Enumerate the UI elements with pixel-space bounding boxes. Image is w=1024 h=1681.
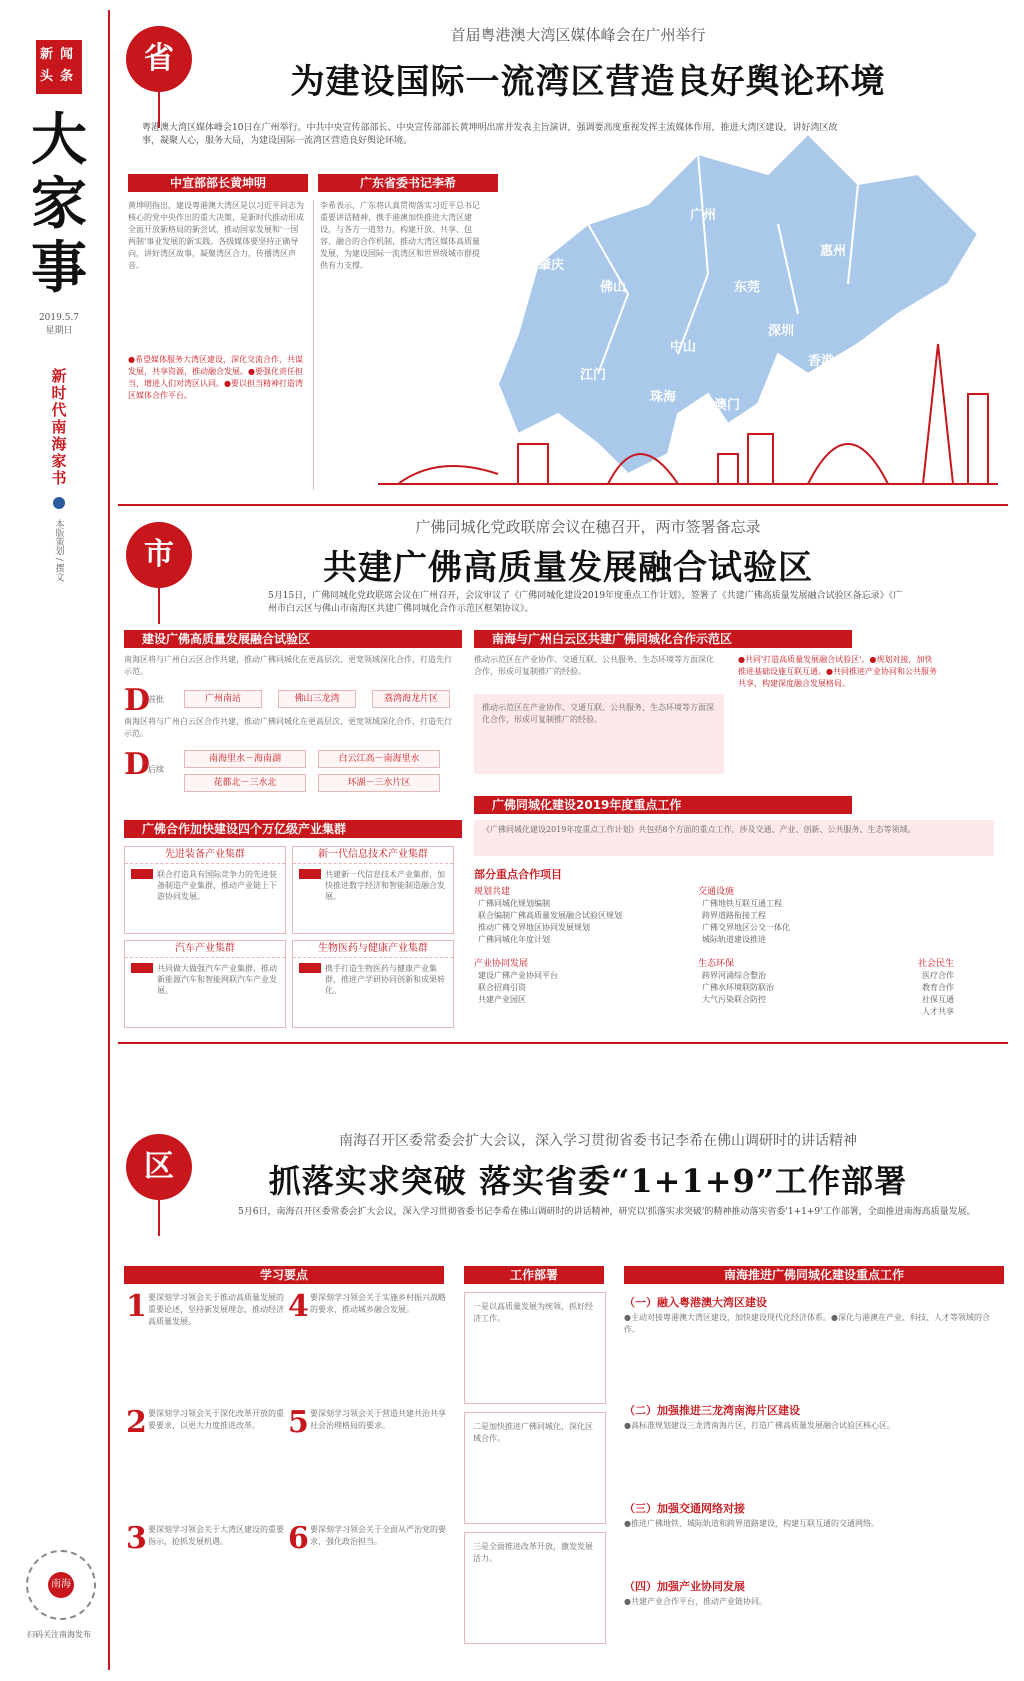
province-headline: 为建设国际一流湾区营造良好舆论环境 xyxy=(290,62,886,102)
province-col-left-text: 黄坤明指出，建设粤港澳大湾区是以习近平同志为核心的党中央作出的重大决策，是新时代推动形成全面开放新格局的新尝试，推动国家发展和'一国两制'事业发展的新实践。各级媒体要坚持正确导向，讲好湾区故事，凝聚湾区合力，传播湾区声音。 xyxy=(128,201,304,270)
province-lead: 粤港澳大湾区媒体峰会10日在广州举行。中共中央宣传部部长、中央宣传部部长黄坤明出席并发表主旨演讲，强调要高度重视发挥主流媒体作用，推进大湾区建设，讲好湾区故事，凝聚人心，服务大局，为建设国际一流湾区营造良好舆论环境。 xyxy=(142,123,838,146)
card-tag-icon xyxy=(131,963,153,973)
project-item: 大气污染联合防控 xyxy=(702,995,766,1004)
rail-title-char: 家 xyxy=(31,171,87,237)
key-item-title: （二）加强推进三龙湾南海片区建设 xyxy=(624,1404,800,1417)
district-lead: 5月6日，南海召开区委常委会扩大会议，深入学习贯彻省委书记李希在佛山调研时的讲话精神，研究以'抓落实求突破'的精神推动落实省委'1+1+9'工作部署，全面推进南海高质量发展。 xyxy=(238,1207,976,1217)
group5-title: 社会民生 xyxy=(918,959,955,969)
phase2-box: 花都北－三水北 xyxy=(184,774,306,792)
section-badge-district: 区 xyxy=(126,1134,192,1200)
project-item: 教育合作 xyxy=(922,983,954,992)
side-info: 本版策划 / 撰文 xyxy=(53,519,64,582)
industry-card-title: 生物医药与健康产业集群 xyxy=(293,941,453,958)
phase1-box: 广州南站 xyxy=(184,690,262,708)
industry-card-body: 联合打造具有国际竞争力的先进装备制造产业集群，推动产业链上下游协同发展。 xyxy=(157,870,277,901)
district-headline: 抓落实求突破 落实省委“1+1+9”工作部署 xyxy=(268,1162,908,1200)
city-label-jiangmen: 江门 xyxy=(580,368,607,383)
key-item-text: ●推进广佛地铁、城际轨道和跨界道路建设，构建互联互通的交通网络。 xyxy=(624,1519,879,1528)
study-point-text: 要深刻学习领会关于推动高质量发展的重要论述，坚持新发展理念，推动经济高质量发展。 xyxy=(148,1293,284,1326)
pilot-intro: 南海区将与广州白云区合作共建，推动广佛同城化在更高层次、更宽领域深化合作，打造先行示范。 xyxy=(124,655,452,676)
section-district xyxy=(118,1130,1008,1670)
logo-char-3: 头 xyxy=(40,69,54,84)
section-badge-city: 市 xyxy=(126,522,192,588)
province-bar-right: 广东省委书记李希 xyxy=(318,174,498,192)
city-label-zhaoqing: 肇庆 xyxy=(538,258,565,273)
masthead-logo xyxy=(36,40,82,94)
phase1-box: 佛山三龙湾 xyxy=(278,690,356,708)
section-city xyxy=(118,510,1008,1050)
project-item: 广佛水环境联防联治 xyxy=(702,983,774,992)
city-label-huizhou: 惠州 xyxy=(820,244,847,259)
rail-title xyxy=(18,108,100,300)
industry-card-body: 共建新一代信息技术产业集群，加快推进数字经济和智能制造融合发展。 xyxy=(325,870,445,901)
weekday-text: 星期日 xyxy=(45,326,73,336)
qr-caption: 扫码关注南海发布 xyxy=(27,1630,91,1639)
project-item: 广佛同城化规划编制 xyxy=(478,899,550,908)
province-col-right-text: 李希表示，广东将认真贯彻落实习近平总书记重要讲话精神，携手港澳加快推进大湾区建设，与各方一道努力，构建开放、共享、包容、融合的合作机制，推动大湾区媒体高质量发展，为建设国际一流湾区和世界级城市群提供有力支撑。 xyxy=(320,201,480,270)
group2-list xyxy=(702,898,902,946)
work-item-text: 二是加快推进广佛同城化，深化区域合作。 xyxy=(473,1422,593,1443)
issue-date xyxy=(18,312,100,338)
district-bar-study: 学习要点 xyxy=(124,1266,444,1284)
district-bar-work: 工作部署 xyxy=(464,1266,604,1284)
group3-list xyxy=(478,970,678,1006)
city-bar-plan: 广佛同城化建设2019年度重点工作 xyxy=(474,796,852,814)
key-item-text: ●高标准规划建设三龙湾南海片区，打造广佛高质量发展融合试验区核心区。 xyxy=(624,1421,895,1430)
study-point-text: 要深刻学习领会关于大湾区建设的重要指示，抢抓发展机遇。 xyxy=(148,1525,284,1546)
card-tag-icon xyxy=(299,869,321,879)
point-number: 3 xyxy=(126,1521,147,1556)
industry-card-title: 先进装备产业集群 xyxy=(125,847,285,864)
qr-code-icon[interactable] xyxy=(26,1550,96,1620)
key-item-text: ●共建产业合作平台，推动产业链协同。 xyxy=(624,1597,767,1606)
province-kicker: 首届粤港澳大湾区媒体峰会在广州举行 xyxy=(450,26,706,44)
project-item: 广佛地铁互联互通工程 xyxy=(702,899,782,908)
logo-char-2: 闻 xyxy=(60,47,74,62)
key-item-text: ●主动对接粤港澳大湾区建设，加快建设现代化经济体系。●深化与港澳在产业、科技、人才等领域的合作。 xyxy=(624,1313,990,1334)
industry-card-title: 汽车产业集群 xyxy=(125,941,285,958)
logo-char-1: 新 xyxy=(40,47,54,62)
city-lead: 5月15日，广佛同城化党政联席会议在广州召开，会议审议了《广佛同城化建设2019年度重点工作计划》，签署了《共建广佛高质量发展融合试验区备忘录》《广州市白云区与佛山市南海区共建广佛同城化合作示范区框架协议》。 xyxy=(268,591,903,614)
logo-char-4: 条 xyxy=(60,69,74,84)
plan-text: 《广佛同城化建设2019年度重点工作计划》共包括8个方面的重点工作，涉及交通、产业、创新、公共服务、生态等领域。 xyxy=(482,825,916,834)
work-item-card xyxy=(464,1532,606,1644)
province-col-left-red: ●希望媒体服务大湾区建设，深化交流合作，共谋发展，共享资源，推动融合发展。●要强化责任担当，增进人们对湾区认同。●要以担当精神打造湾区媒体合作平台。 xyxy=(128,355,303,400)
point-number: 2 xyxy=(126,1405,147,1440)
project-item: 城际轨道建设推进 xyxy=(702,935,766,944)
study-point-text: 要深刻学习领会关于营造共建共治共享社会治理格局的要求。 xyxy=(310,1409,446,1430)
work-item-card xyxy=(464,1292,606,1404)
point-number: 6 xyxy=(288,1521,309,1556)
section-badge-province: 省 xyxy=(126,26,192,92)
city-label-zhongshan: 中山 xyxy=(670,340,697,355)
rail-divider xyxy=(108,10,110,1670)
industry-card-body: 携手打造生物医药与健康产业集群，推进产学研协同创新和成果转化。 xyxy=(325,964,445,995)
work-item-card xyxy=(464,1412,606,1524)
skyline-illustration-icon xyxy=(378,334,998,494)
work-item-text: 三是全面推进改革开放，激发发展活力。 xyxy=(473,1542,593,1563)
city-label-shenzhen: 深圳 xyxy=(768,324,795,339)
rail-title-char: 大 xyxy=(31,107,87,173)
rail-title-char: 事 xyxy=(31,235,87,301)
study-point-text: 要深刻学习领会关于深化改革开放的重要要求，以更大力度推进改革。 xyxy=(148,1409,284,1430)
project-item: 跨界河涌综合整治 xyxy=(702,971,766,980)
city-bar-pilot: 建设广佛高质量发展融合试验区 xyxy=(124,630,462,648)
card-tag-icon xyxy=(299,963,321,973)
phase1-box: 荔湾海龙片区 xyxy=(372,690,450,708)
group5-list xyxy=(922,970,1002,1018)
group4-list xyxy=(702,970,892,1006)
city-bar-industry: 广佛合作加快建设四个万亿级产业集群 xyxy=(124,820,462,838)
key-item-title: （一）融入粤港澳大湾区建设 xyxy=(624,1296,767,1309)
project-item: 跨界道路衔接工程 xyxy=(702,911,766,920)
qr-center-label: 南海 xyxy=(48,1572,74,1598)
city-label-zhuhai: 珠海 xyxy=(650,390,677,405)
project-item: 社保互通 xyxy=(922,995,954,1004)
industry-card-title: 新一代信息技术产业集群 xyxy=(293,847,453,864)
group4-title: 生态环保 xyxy=(698,959,735,969)
card-tag-icon xyxy=(131,869,153,879)
project-item: 联合招商引资 xyxy=(478,983,526,992)
phase2-box: 环湖－三水片区 xyxy=(318,774,440,792)
city-label-macau: 澳门 xyxy=(714,398,741,413)
industry-card xyxy=(124,940,286,1028)
phase2-box: 南海里水－海南湖 xyxy=(184,750,306,768)
phase-marker-icon: D xyxy=(124,683,151,718)
project-item: 推动广佛交界地区协同发展规划 xyxy=(478,923,590,932)
badge-tail xyxy=(158,1200,160,1236)
work-item-text: 一是以高质量发展为统领，抓好经济工作。 xyxy=(473,1302,593,1323)
group2-title: 交通设施 xyxy=(698,887,735,897)
section-divider xyxy=(118,504,1008,506)
section-province xyxy=(118,14,1008,514)
industry-card xyxy=(292,846,454,934)
point-number: 1 xyxy=(126,1289,147,1324)
city-label-guangzhou: 广州 xyxy=(690,208,717,223)
project-item: 联合编制广佛高质量发展融合试验区规划 xyxy=(478,911,622,920)
city-bar-demo: 南海与广州白云区共建广佛同城化合作示范区 xyxy=(474,630,852,648)
phase-marker-icon: D xyxy=(124,747,151,782)
section-divider xyxy=(118,1042,1008,1044)
demo-text: 推动示范区在产业协作、交通互联、公共服务、生态环境等方面深化合作，形成可复制推广的经验。 xyxy=(474,655,714,676)
phase2-box: 白云江高－南海里水 xyxy=(318,750,440,768)
province-bar-left: 中宣部部长黄坤明 xyxy=(128,174,308,192)
industry-card xyxy=(292,940,454,1028)
industry-card-body: 共同做大做强汽车产业集群，推动新能源汽车和智能网联汽车产业发展。 xyxy=(157,964,277,995)
study-point-text: 要深刻学习领会关于实施乡村振兴战略的要求，推动城乡融合发展。 xyxy=(310,1293,446,1314)
demo-panel-text: 推动示范区在产业协作、交通互联、公共服务、生态环境等方面深化合作，形成可复制推广的经验。 xyxy=(482,703,714,724)
group1-list xyxy=(478,898,678,946)
project-item: 医疗合作 xyxy=(922,971,954,980)
project-item: 建设广佛产业协同平台 xyxy=(478,971,558,980)
left-rail xyxy=(18,20,100,1660)
city-headline: 共建广佛高质量发展融合试验区 xyxy=(323,548,813,588)
city-label-foshan: 佛山 xyxy=(600,280,627,295)
badge-icon xyxy=(53,497,65,509)
city-label-hongkong: 香港 xyxy=(808,354,835,369)
project-item: 人才共享 xyxy=(922,1007,954,1016)
phase1-label: 首批 xyxy=(148,695,164,704)
point-number: 5 xyxy=(288,1405,309,1440)
district-bar-key: 南海推进广佛同城化建设重点工作 xyxy=(624,1266,1004,1284)
phase2-label: 后续 xyxy=(148,765,164,774)
group1-title: 规划共建 xyxy=(474,887,511,897)
date-text: 2019.5.7 xyxy=(38,313,80,323)
project-item: 广佛同城化年度计划 xyxy=(478,935,550,944)
rail-slogan: 新时代南海家书 xyxy=(49,368,68,487)
key-item-title: （三）加强交通网络对接 xyxy=(624,1502,745,1515)
industry-card xyxy=(124,846,286,934)
demo-right-text: ●共同'打造高质量发展融合试验区'。●规划对接，加快推进基础设施互联互通。●共同推进产业协同和公共服务共享，构建深度融合发展格局。 xyxy=(738,655,937,688)
study-point-text: 要深刻学习领会关于全面从严治党的要求，强化政治担当。 xyxy=(310,1525,446,1546)
column-divider xyxy=(313,200,314,490)
badge-tail xyxy=(158,588,160,624)
group3-title: 产业协同发展 xyxy=(474,959,529,969)
key-item-title: （四）加强产业协同发展 xyxy=(624,1580,745,1593)
city-kicker: 广佛同城化党政联席会议在穗召开，两市签署备忘录 xyxy=(415,518,761,536)
point-number: 4 xyxy=(288,1289,309,1324)
projects-title: 部分重点合作项目 xyxy=(474,868,562,881)
project-item: 共建产业园区 xyxy=(478,995,526,1004)
city-label-dongguan: 东莞 xyxy=(734,280,761,295)
project-item: 广佛交界地区公交一体化 xyxy=(702,923,790,932)
district-kicker: 南海召开区委常委会扩大会议，深入学习贯彻省委书记李希在佛山调研时的讲话精神 xyxy=(339,1133,857,1149)
pilot-detail: 南海区将与广州白云区合作共建，推动广佛同城化在更高层次、更宽领域深化合作，打造先行示范。 xyxy=(124,717,452,738)
